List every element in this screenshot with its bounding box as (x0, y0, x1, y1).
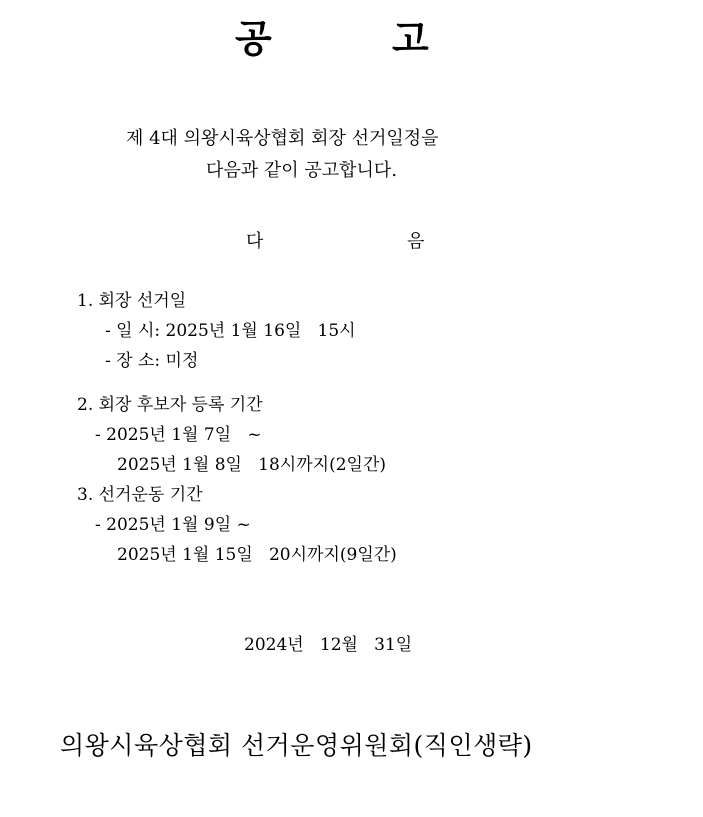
title-left-char: 공 (235, 16, 272, 61)
section-2-line-1: - 2025년 1월 7일 ~ (95, 425, 262, 445)
section-2-heading: 2. 회장 후보자 등록 기간 (77, 395, 263, 415)
intro-line-1: 제 4대 의왕시육상협회 회장 선거일정을 (126, 128, 439, 149)
section-2-line-2: 2025년 1월 8일 18시까지(2일간) (117, 455, 387, 475)
intro-line-2: 다음과 같이 공고합니다. (206, 160, 398, 181)
notice-date: 2024년 12월 31일 (244, 635, 413, 655)
section-1-line-1: - 일 시: 2025년 1월 16일 15시 (105, 321, 356, 341)
da-eum-left: 다 (246, 231, 264, 252)
section-3-line-1: - 2025년 1월 9일 ~ (95, 515, 251, 535)
title-right-char: 고 (392, 16, 429, 61)
issuer-footer: 의왕시육상협회 선거운영위원회(직인생략) (60, 731, 533, 760)
section-1-heading: 1. 회장 선거일 (77, 291, 187, 311)
section-3-line-2: 2025년 1월 15일 20시까지(9일간) (117, 545, 397, 565)
section-1-line-2: - 장 소: 미정 (105, 351, 199, 371)
da-eum-right: 음 (407, 231, 425, 252)
section-3-heading: 3. 선거운동 기간 (77, 485, 203, 505)
